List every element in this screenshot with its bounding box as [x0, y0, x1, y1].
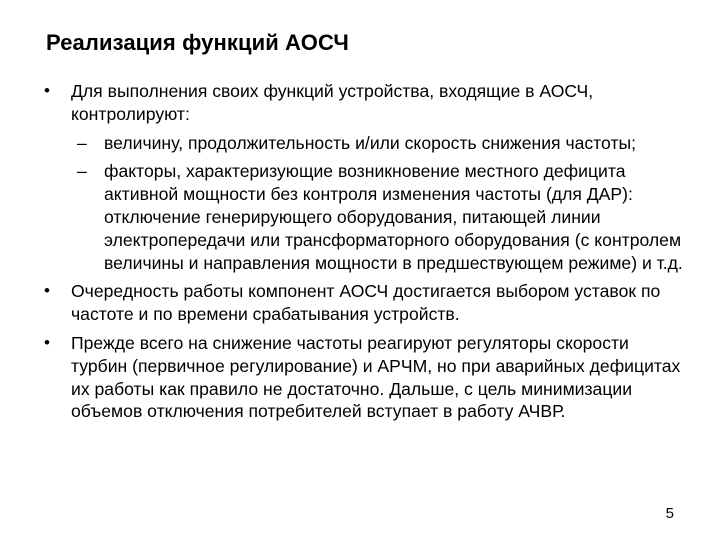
sub-text: факторы, характеризующие возникновение местного дефицита активной мощности без контроля изменения частоты (для ДАР): отключение генерирующего оборудования, питающей линии электропередачи или трансформаторного оборудования (с контролем величины и направления мощности в предшествующем режиме) и т.д.	[104, 161, 683, 273]
bullet-item	[44, 80, 684, 126]
bullet-marker: •	[44, 81, 50, 100]
bullet-marker: •	[44, 332, 50, 352]
bullet-text: Прежде всего на снижение частоты реагируют регуляторы скорости турбин (первичное регулирование) и АРЧМ, но при аварийных дефицитах их работы как правило не достаточно. Дальше, с цель минимизации объемов отключения потребителей вступает в работу АЧВР.	[71, 332, 681, 422]
bullet-item	[44, 280, 684, 326]
page-number: 5	[665, 505, 674, 522]
bullet-item	[44, 332, 684, 423]
slide-title: Реализация функций АОСЧ	[46, 30, 349, 55]
bullet-text: Для выполнения своих функций устройства, входящие в АОСЧ, контролируют:	[71, 81, 594, 124]
slide-content	[44, 80, 684, 429]
sub-marker: –	[77, 132, 87, 153]
bullet-marker: •	[44, 281, 50, 301]
sub-text: величину, продолжительность и/или скорость снижения частоты;	[104, 132, 637, 153]
sub-marker: –	[77, 161, 87, 182]
bullet-text: Очередность работы компонент АОСЧ достигается выбором уставок по частоте и по времени срабатывания устройств.	[71, 281, 661, 325]
sub-item	[44, 132, 684, 155]
sub-item	[44, 160, 684, 274]
